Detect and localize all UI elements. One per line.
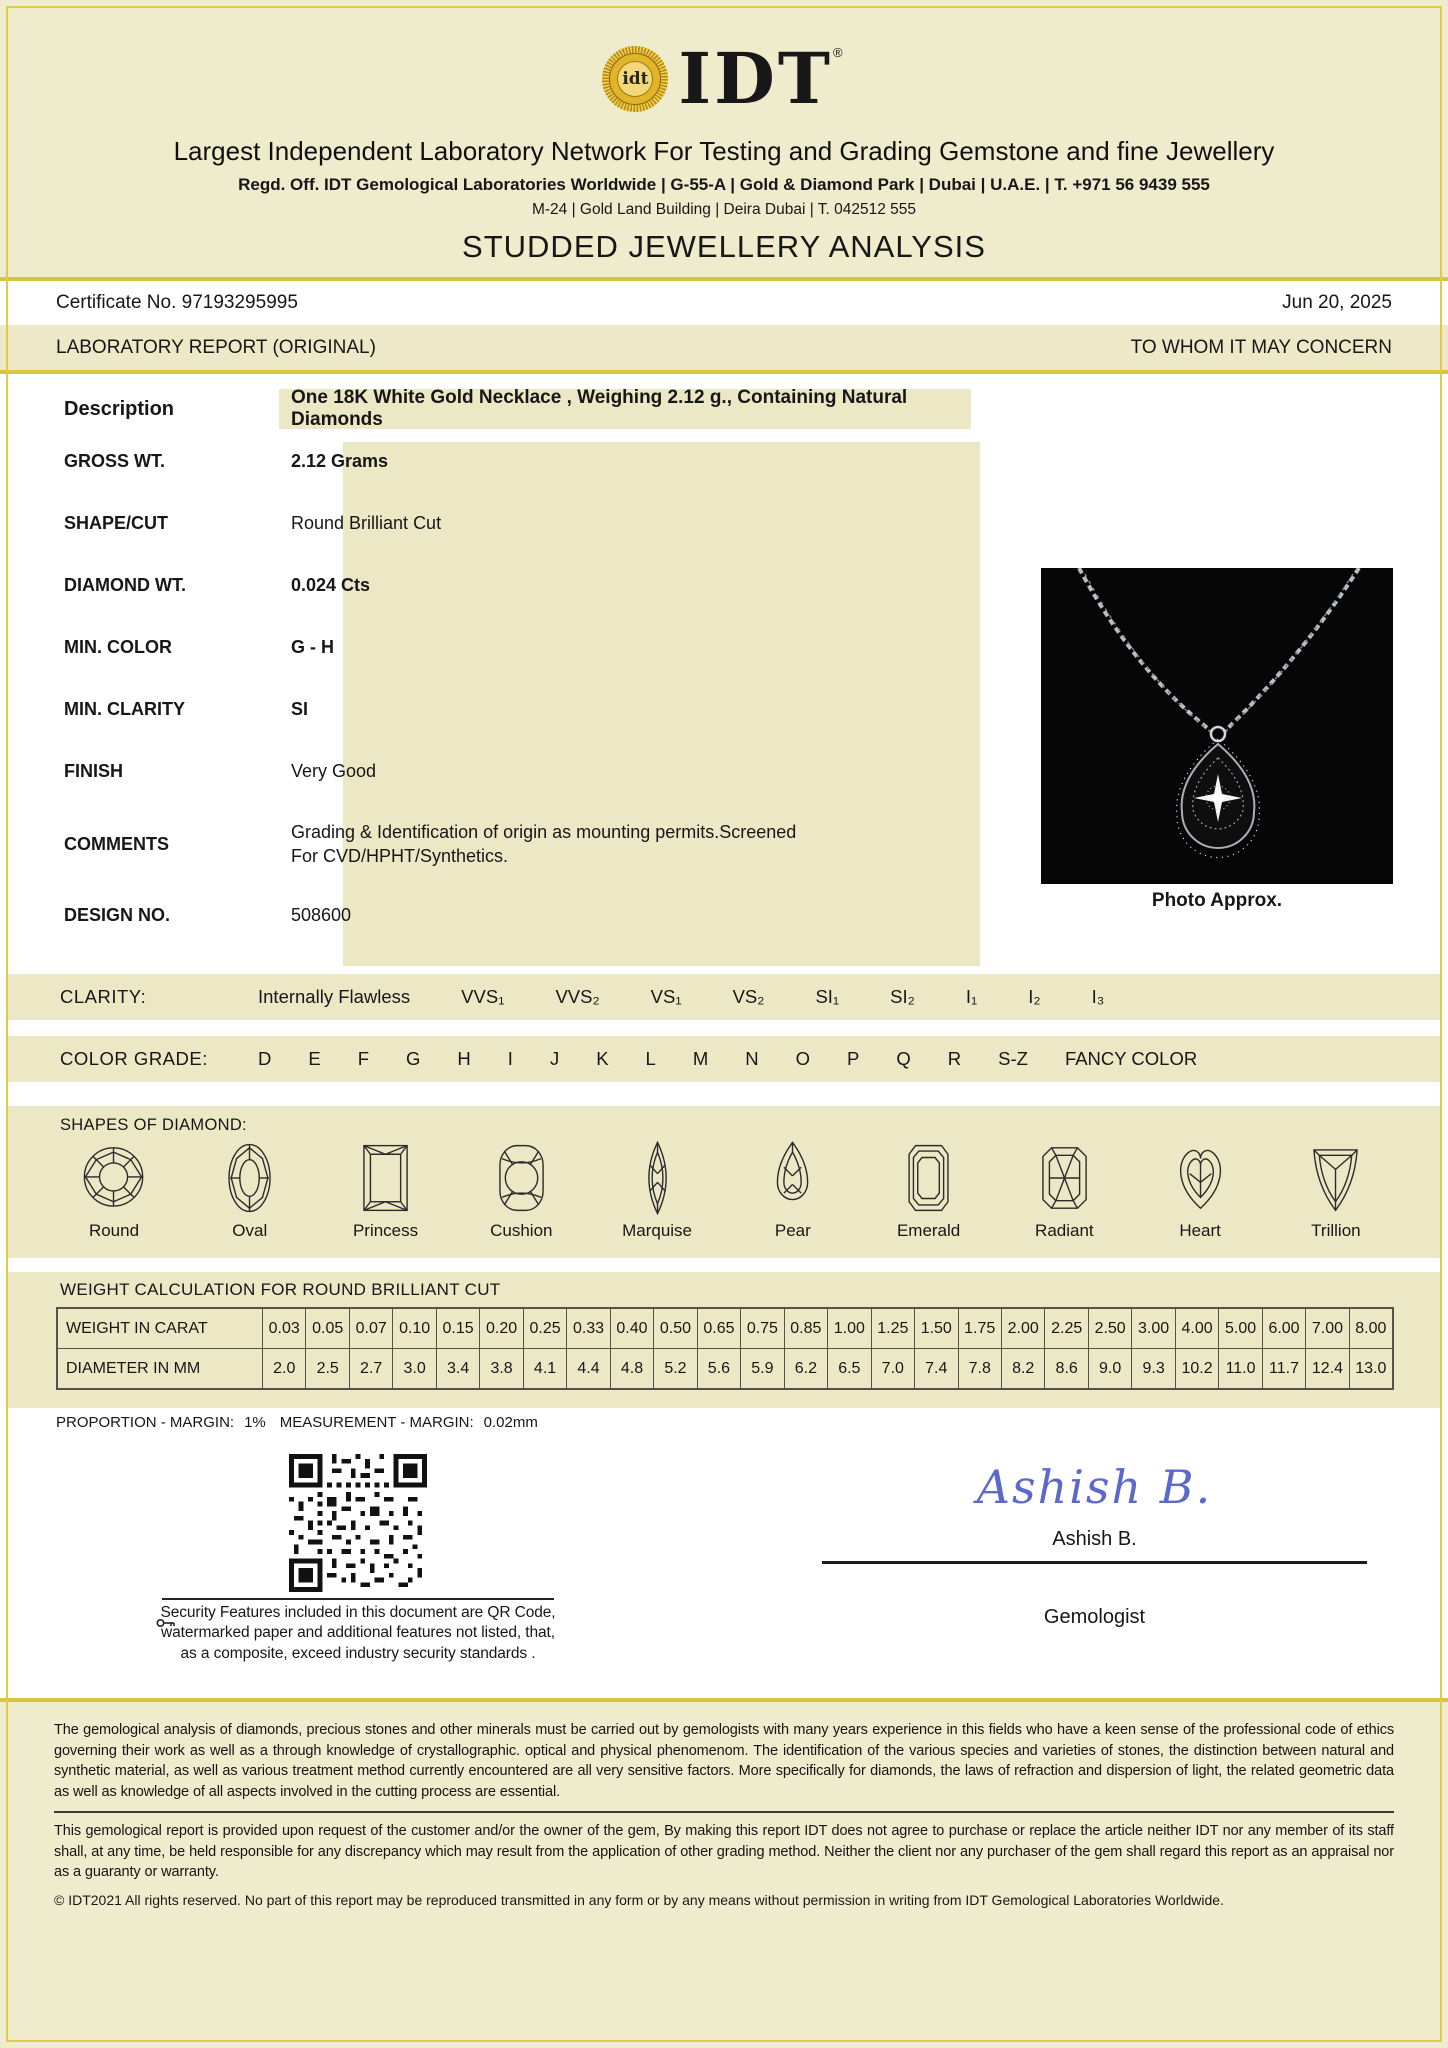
- color-grade-scale-label: COLOR GRADE:: [60, 1048, 208, 1069]
- shapes-heading: SHAPES OF DIAMOND:: [60, 1116, 247, 1134]
- list-cell: 0.15: [436, 1308, 479, 1349]
- list-cell: 9.0: [1088, 1349, 1131, 1390]
- field-value: One 18K White Gold Necklace , Weighing 2.12 g., Containing Natural Diamonds: [279, 389, 971, 429]
- list-cell: 8.00: [1349, 1308, 1393, 1349]
- jewellery-photo: [1041, 568, 1393, 884]
- shape-round: [60, 1137, 168, 1241]
- list-cell: 2.25: [1045, 1308, 1088, 1349]
- list-cell: FANCY COLOR: [1064, 1048, 1198, 1069]
- diameter-row-label: DIAMETER IN MM: [57, 1349, 263, 1390]
- emerald-diamond-icon: [894, 1137, 963, 1219]
- list-cell: 0.85: [784, 1308, 827, 1349]
- list-cell: 1.25: [871, 1308, 914, 1349]
- shape-label: Princess: [352, 1221, 419, 1240]
- list-cell: 7.8: [958, 1349, 1001, 1390]
- list-cell: L: [645, 1048, 656, 1069]
- qr-code: [289, 1454, 427, 1592]
- list-cell: 3.0: [393, 1349, 436, 1390]
- weight-table-heading: WEIGHT CALCULATION FOR ROUND BRILLIANT CUT: [60, 1280, 501, 1299]
- field-value: 2.12 Grams: [291, 450, 389, 471]
- field-label: FINISH: [64, 760, 124, 781]
- list-cell: 1.50: [915, 1308, 958, 1349]
- disclaimer-paragraph-2: This gemological report is provided upon request of the customer and/or the owner of the gem, By making this report IDT does not agree to purchase or replace the article neither IDT nor any member of its staff shall, at any time, be held responsible for any discrepancy which may result from the application of other grading method. Neither the client nor any purchaser of the gem shall regard this report as an appraisal nor as a guaranty or warranty.: [54, 1823, 1394, 1881]
- list-cell: 5.2: [654, 1349, 697, 1390]
- list-cell: 8.2: [1001, 1349, 1044, 1390]
- list-cell: 4.8: [610, 1349, 653, 1390]
- footer-divider: [54, 1811, 1394, 1813]
- list-cell: 0.20: [480, 1308, 523, 1349]
- shape-princess: [332, 1137, 440, 1241]
- photo-caption: Photo Approx.: [1151, 890, 1283, 911]
- security-text: [158, 1603, 558, 1664]
- shape-label: Radiant: [1035, 1221, 1094, 1240]
- list-cell: 7.4: [915, 1349, 958, 1390]
- field-label: DESIGN NO.: [64, 904, 171, 925]
- list-cell: 0.50: [654, 1308, 697, 1349]
- list-cell: 10.2: [1175, 1349, 1218, 1390]
- shapes-row: [60, 1137, 1400, 1241]
- list-cell: 9.3: [1132, 1349, 1175, 1390]
- weight-diameter-table: [56, 1307, 1394, 1390]
- shape-label: Emerald: [896, 1221, 961, 1240]
- field-label: SHAPE/CUT: [64, 512, 169, 533]
- field-value: SI: [291, 698, 309, 719]
- gemologist-name: Ashish B.: [1052, 1528, 1137, 1550]
- signature-block: [822, 1460, 1367, 1629]
- weight-calculation-section: [8, 1272, 1440, 1408]
- report-type: LABORATORY REPORT (ORIGINAL): [56, 336, 376, 358]
- shape-label: Round: [88, 1221, 140, 1240]
- registered-office-line: Regd. Off. IDT Gemological Laboratories Worldwide | G-55-A | Gold & Diamond Park | Dubai | U.A.E. | T. +971 56 9439 555: [238, 175, 1210, 194]
- clarity-scale-items: [258, 986, 1104, 1008]
- list-cell: VVS₁: [461, 986, 505, 1007]
- marquise-diamond-icon: [623, 1137, 692, 1219]
- list-cell: 0.05: [306, 1308, 349, 1349]
- gemologist-signature: Ashish B.: [976, 1460, 1213, 1514]
- field-label: MIN. COLOR: [64, 636, 172, 657]
- security-divider: [162, 1598, 554, 1600]
- list-cell: Internally Flawless: [258, 986, 411, 1007]
- list-cell: 3.00: [1132, 1308, 1175, 1349]
- list-cell: 2.00: [1001, 1308, 1044, 1349]
- list-cell: 0.65: [697, 1308, 740, 1349]
- shape-emerald: [875, 1137, 983, 1241]
- list-cell: I₂: [1028, 986, 1041, 1007]
- list-cell: SI₂: [890, 986, 915, 1007]
- idt-medallion-icon: [602, 46, 668, 112]
- header: [0, 0, 1448, 265]
- branch-address-line: M-24 | Gold Land Building | Deira Dubai | T. 042512 555: [531, 201, 917, 218]
- clarity-scale: [8, 974, 1440, 1020]
- shapes-of-diamond: [8, 1106, 1440, 1258]
- field-value: Very Good: [291, 760, 377, 781]
- list-cell: 11.7: [1262, 1349, 1305, 1390]
- list-cell: 11.0: [1219, 1349, 1262, 1390]
- trillion-diamond-icon: [1301, 1137, 1370, 1219]
- list-cell: I: [507, 1048, 513, 1069]
- field-value: 0.024 Cts: [291, 574, 371, 595]
- clarity-scale-label: CLARITY:: [60, 986, 147, 1007]
- heart-diamond-icon: [1166, 1137, 1235, 1219]
- measurement-margin-value: 0.02mm: [483, 1414, 538, 1431]
- shape-radiant: [1010, 1137, 1118, 1241]
- field-label: MIN. CLARITY: [64, 698, 185, 719]
- field-row-description: [0, 374, 1448, 430]
- list-cell: VS₂: [732, 986, 765, 1007]
- list-cell: 5.00: [1219, 1308, 1262, 1349]
- shape-pear: [739, 1137, 847, 1241]
- list-cell: 12.4: [1306, 1349, 1349, 1390]
- oval-diamond-icon: [215, 1137, 284, 1219]
- list-cell: 4.4: [567, 1349, 610, 1390]
- footer: [0, 1702, 1448, 1908]
- list-cell: 2.7: [349, 1349, 392, 1390]
- round-diamond-icon: [79, 1137, 148, 1219]
- list-cell: SI₁: [815, 986, 840, 1007]
- princess-diamond-icon: [351, 1137, 420, 1219]
- field-label: COMMENTS: [64, 833, 169, 854]
- list-cell: Q: [896, 1048, 911, 1069]
- shape-label: Heart: [1179, 1221, 1221, 1240]
- list-cell: 0.07: [349, 1308, 392, 1349]
- list-cell: I₃: [1091, 986, 1105, 1007]
- list-cell: N: [745, 1048, 759, 1069]
- color-grade-scale-items: [258, 1048, 1197, 1070]
- list-cell: H: [457, 1048, 471, 1069]
- list-cell: 13.0: [1349, 1349, 1393, 1390]
- medallion-core: idt: [617, 61, 653, 97]
- list-cell: 2.5: [306, 1349, 349, 1390]
- list-cell: 4.1: [523, 1349, 566, 1390]
- list-cell: E: [308, 1048, 321, 1069]
- field-value: Grading & Identification of origin as mounting permits.Screened For CVD/HPHT/Synthetics.: [291, 821, 797, 866]
- list-cell: D: [258, 1048, 272, 1069]
- list-cell: 0.10: [393, 1308, 436, 1349]
- certificate-number: Certificate No. 97193295995: [56, 292, 298, 313]
- gemologist-title: Gemologist: [1043, 1606, 1146, 1628]
- list-cell: 5.6: [697, 1349, 740, 1390]
- list-cell: 6.2: [784, 1349, 827, 1390]
- carat-row: [57, 1308, 1393, 1349]
- shape-cushion: [467, 1137, 575, 1241]
- margins-note: [56, 1414, 538, 1431]
- report-date: Jun 20, 2025: [1282, 292, 1392, 313]
- wordmark-text: IDT: [678, 37, 833, 120]
- list-cell: 7.00: [1306, 1308, 1349, 1349]
- grading-scales: [8, 974, 1440, 1408]
- field-label: DIAMOND WT.: [64, 574, 186, 595]
- list-cell: 0.25: [523, 1308, 566, 1349]
- registered-mark: ®: [832, 45, 846, 60]
- proportion-margin-value: 1%: [244, 1414, 266, 1431]
- list-cell: J: [549, 1048, 560, 1069]
- list-cell: 0.75: [741, 1308, 784, 1349]
- list-cell: R: [947, 1048, 962, 1069]
- list-cell: 8.6: [1045, 1349, 1088, 1390]
- copyright-line: © IDT2021 All rights reserved. No part of this report may be reproduced transmitted in any form or by any means without permission in writing from IDT Gemological Laboratories Worldwide.: [54, 1892, 1224, 1909]
- field-row-shape-cut: [0, 492, 1448, 554]
- list-cell: 4.00: [1175, 1308, 1218, 1349]
- shape-marquise: [603, 1137, 711, 1241]
- list-cell: O: [795, 1048, 811, 1069]
- idt-wordmark: [678, 37, 846, 120]
- shape-label: Cushion: [490, 1221, 553, 1240]
- list-cell: 0.33: [567, 1308, 610, 1349]
- list-cell: VVS₂: [555, 986, 600, 1007]
- list-cell: 7.0: [871, 1349, 914, 1390]
- list-cell: M: [692, 1048, 709, 1069]
- list-cell: 5.9: [741, 1349, 784, 1390]
- list-cell: 3.8: [480, 1349, 523, 1390]
- field-value: Round Brilliant Cut: [291, 512, 442, 533]
- field-value: G - H: [291, 636, 334, 657]
- shape-label: Oval: [232, 1221, 268, 1240]
- radiant-diamond-icon: [1030, 1137, 1099, 1219]
- list-cell: P: [847, 1048, 860, 1069]
- cushion-diamond-icon: [487, 1137, 556, 1219]
- certificate-meta-row: [0, 281, 1448, 325]
- list-cell: 6.00: [1262, 1308, 1305, 1349]
- security-block: [158, 1454, 558, 1664]
- list-cell: 2.50: [1088, 1308, 1131, 1349]
- concern-label: TO WHOM IT MAY CONCERN: [1130, 336, 1392, 358]
- shape-label: Marquise: [622, 1221, 693, 1240]
- shape-label: Pear: [774, 1221, 811, 1240]
- report-body: [0, 374, 1448, 1698]
- field-value: 508600: [291, 904, 352, 925]
- list-cell: G: [406, 1048, 421, 1069]
- list-cell: 0.03: [263, 1308, 306, 1349]
- field-label: Description: [64, 397, 175, 420]
- key-icon: [156, 1617, 176, 1629]
- list-cell: 2.0: [263, 1349, 306, 1390]
- list-cell: S-Z: [998, 1048, 1028, 1069]
- list-cell: 1.75: [958, 1308, 1001, 1349]
- list-cell: VS₁: [650, 986, 682, 1007]
- field-row-gross-wt: [0, 430, 1448, 492]
- document-title: STUDDED JEWELLERY ANALYSIS: [462, 229, 986, 264]
- list-cell: 3.4: [436, 1349, 479, 1390]
- list-cell: F: [357, 1048, 370, 1069]
- signature-line: [822, 1561, 1367, 1564]
- list-cell: I₁: [965, 986, 978, 1007]
- measurement-margin-label: MEASUREMENT - MARGIN:: [279, 1414, 474, 1431]
- shape-label: Trillion: [1311, 1221, 1361, 1240]
- shape-heart: [1146, 1137, 1254, 1241]
- field-label: GROSS WT.: [64, 450, 166, 471]
- list-cell: K: [596, 1048, 609, 1069]
- report-type-row: [0, 325, 1448, 370]
- diameter-row: [57, 1349, 1393, 1390]
- shape-trillion: [1282, 1137, 1390, 1241]
- security-text-content: Security Features included in this document are QR Code, watermarked paper and additional features not listed, that, as a composite, exceed industry security standards .: [160, 1604, 556, 1662]
- lab-tagline: Largest Independent Laboratory Network For Testing and Grading Gemstone and fine Jewellery: [173, 136, 1275, 166]
- list-cell: 6.5: [828, 1349, 871, 1390]
- carat-row-label: WEIGHT IN CARAT: [57, 1308, 263, 1349]
- list-cell: 0.40: [610, 1308, 653, 1349]
- list-cell: 1.00: [828, 1308, 871, 1349]
- necklace-image: [1041, 568, 1393, 884]
- disclaimer-paragraph-1: The gemological analysis of diamonds, precious stones and other minerals must be carried out by gemologists with many years experience in this fields who have a keen sense of the professional code of ethics governing their work as well as a through knowledge of crystallographic. optical and physical phenomenom. The identification of the various species and varieties of stones, the distinction between natural and synthetic material, as well as various treatment method currently encountered are all very sensitive factors. More specifically for diamonds, the laws of refraction and dispersion of light, the related geometric data as well as knowledge of all aspects involved in the cutting process are essential.: [54, 1722, 1394, 1800]
- shape-oval: [196, 1137, 304, 1241]
- pear-diamond-icon: [758, 1137, 827, 1219]
- proportion-margin-label: PROPORTION - MARGIN:: [56, 1414, 235, 1431]
- color-grade-scale: [8, 1036, 1440, 1082]
- logo: [0, 34, 1448, 124]
